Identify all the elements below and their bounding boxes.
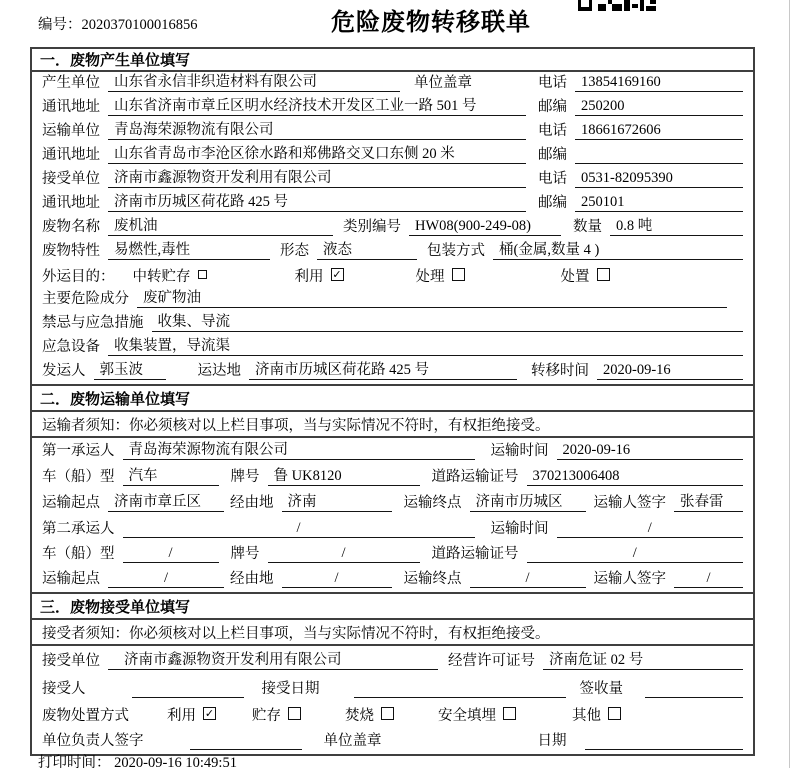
- route-start-value: 济南市章丘区: [108, 490, 224, 512]
- route-via-value: 济南: [282, 490, 392, 512]
- transfer-purpose-label: 外运目的：: [42, 268, 115, 285]
- transporter-phone-value: 18661672606: [575, 122, 743, 140]
- hazard-component-label: 主要危险成分: [42, 291, 129, 307]
- waste-pack-label: 包装方式: [427, 243, 485, 259]
- route-via-label: 经由地: [230, 495, 274, 511]
- disposal-option-other: [572, 704, 621, 725]
- row-acceptor: [32, 674, 753, 702]
- disposal-other-label: 其他: [572, 707, 601, 724]
- receiver-address-value: 济南市历城区荷花路 425 号: [108, 190, 526, 212]
- row-transfer-purpose: [32, 264, 753, 288]
- transport-time-label: 运输时间: [490, 521, 549, 537]
- checkbox-mark: ✓: [332, 268, 342, 281]
- producer-address-value: 山东省济南市章丘区明水经济技术开发区工业一路 501 号: [108, 94, 526, 116]
- receiver-phone-group: [538, 167, 743, 188]
- receiver-notice: [32, 620, 753, 646]
- producer-phone-value: 13854169160: [575, 74, 743, 92]
- producer-phone-group: [538, 71, 743, 92]
- transporter-phone-group: [538, 119, 743, 140]
- receiver-zip-value: 250101: [575, 194, 743, 212]
- row-receiver-unit: [32, 168, 753, 192]
- route-start-label: 运输起点: [42, 495, 100, 511]
- received-qty-label: 签收量: [579, 681, 623, 697]
- row-transporter-unit: [32, 120, 753, 144]
- row-accepting-unit: [32, 646, 753, 674]
- road-permit-label: 道路运输证号: [431, 546, 519, 562]
- disposal-storage-checkbox: [288, 707, 301, 720]
- road-permit-label: 道路运输证号: [431, 469, 519, 485]
- emergency-measures-label: 禁忌与应急措施: [42, 315, 144, 331]
- vehicle-type-label: 车（船）型: [42, 469, 115, 485]
- plate-value-2: /: [268, 545, 420, 563]
- row-waste-name: [32, 216, 753, 240]
- acceptor-value: [132, 681, 244, 698]
- purpose-storage-checkbox: [198, 270, 207, 279]
- license-label: 经营许可证号: [448, 653, 535, 669]
- plate-value: 鲁 UK8120: [268, 464, 420, 486]
- waste-pack-value: 桶(金属,数量 4 ): [493, 238, 743, 260]
- purpose-option-storage: [133, 265, 207, 286]
- purpose-option-dispose: [561, 265, 610, 286]
- waste-qty-value: 0.8 吨: [610, 214, 743, 236]
- unit-seal-label: 单位盖章: [323, 733, 382, 749]
- producer-unit-value: 山东省永信非织造材料有限公司: [108, 70, 400, 92]
- transfer-time-value: 2020-09-16: [597, 362, 743, 380]
- responsible-signature-value: [190, 733, 302, 750]
- accept-date-value: [354, 681, 566, 698]
- first-carrier-value: 青岛海荣源物流有限公司: [123, 438, 475, 460]
- row-first-carrier: [32, 438, 753, 464]
- route-end-label: 运输终点: [403, 495, 462, 511]
- hazard-component-value: 废矿物油: [137, 286, 727, 308]
- zip-label: 邮编: [538, 195, 567, 211]
- transporter-unit-value: 青岛海荣源物流有限公司: [108, 118, 526, 140]
- disposal-method-label: 废物处置方式: [42, 707, 129, 724]
- vehicle-type-value: 汽车: [123, 464, 219, 486]
- route-end-value: 济南市历城区: [470, 490, 586, 512]
- destination-value: 济南市历城区荷花路 425 号: [249, 358, 517, 380]
- unit-seal-label: 单位盖章: [414, 75, 472, 91]
- road-permit-value-2: /: [527, 545, 744, 563]
- transporter-unit-label: 运输单位: [42, 123, 100, 139]
- waste-name-value: 废机油: [108, 214, 333, 236]
- purpose-storage-label: 中转贮存: [132, 268, 191, 285]
- row-vehicle-1: [32, 464, 753, 490]
- row-waste-traits: [32, 240, 753, 264]
- zip-label: 邮编: [538, 99, 567, 115]
- disposal-storage-label: 贮存: [252, 707, 281, 724]
- carrier-signature-value-2: /: [674, 570, 743, 588]
- section-producer-title: 一．废物产生单位填写: [32, 49, 753, 72]
- emergency-measures-value: 收集、导流: [152, 310, 744, 332]
- emergency-equipment-value: 收集装置，导流渠: [108, 334, 743, 356]
- plate-label: 牌号: [230, 469, 260, 485]
- destination-label: 运达地: [197, 363, 241, 379]
- row-hazard-component: [32, 288, 753, 312]
- transporter-address-label: 通讯地址: [42, 147, 100, 163]
- transfer-time-label: 转移时间: [531, 363, 589, 379]
- transporter-notice-text: 你必须核对以上栏目事项，当与实际情况不符时，有权拒绝接受。: [129, 417, 550, 434]
- disposal-option-incinerate: [345, 704, 394, 725]
- second-carrier-value: /: [123, 520, 475, 538]
- accepting-unit-value: 济南市鑫源物资开发利用有限公司: [108, 648, 438, 670]
- waste-traits-label: 废物特性: [42, 243, 100, 259]
- print-time: [38, 751, 237, 768]
- vehicle-type-label: 车（船）型: [42, 546, 115, 562]
- producer-zip-group: [538, 95, 743, 116]
- accept-date-label: 接受日期: [261, 681, 320, 697]
- purpose-utilize-label: 利用: [294, 268, 324, 285]
- purpose-dispose-checkbox: [597, 268, 610, 281]
- route-start-label: 运输起点: [42, 571, 100, 587]
- phone-label: 电话: [538, 75, 567, 91]
- purpose-treat-checkbox: [452, 268, 465, 281]
- route-via-label: 经由地: [230, 571, 274, 587]
- row-transporter-address: [32, 144, 753, 168]
- shipper-label: 发运人: [42, 363, 86, 379]
- purpose-option-treat: [416, 265, 465, 286]
- transporter-notice: [32, 412, 753, 438]
- disposal-option-landfill: [438, 704, 516, 725]
- receiver-notice-label: 接受者须知：: [42, 625, 129, 642]
- scan-page-edge: [789, 0, 790, 768]
- date-label: 日期: [537, 733, 567, 749]
- section-transporter-title: 二．废物运输单位填写: [32, 386, 753, 412]
- phone-label: 电话: [538, 123, 567, 139]
- row-disposal-method: [32, 702, 753, 728]
- producer-address-label: 通讯地址: [42, 99, 100, 115]
- disposal-utilize-checkbox: [203, 707, 216, 720]
- row-shipper: [32, 360, 753, 384]
- row-vehicle-2: [32, 542, 753, 567]
- route-via-value-2: /: [282, 570, 392, 588]
- accepting-unit-label: 接受单位: [42, 653, 100, 669]
- first-carrier-time-value: 2020-09-16: [557, 442, 744, 460]
- disposal-utilize-label: 利用: [167, 707, 196, 724]
- section-transporter: [32, 384, 753, 592]
- producer-unit-label: 产生单位: [42, 75, 100, 91]
- section-receiver: [32, 592, 753, 754]
- waste-code-label: 类别编号: [343, 219, 401, 235]
- carrier-signature-value: 张春雷: [674, 490, 743, 512]
- receiver-unit-label: 接受单位: [42, 171, 100, 187]
- receiver-notice-text: 你必须核对以上栏目事项，当与实际情况不符时，有权拒绝接受。: [129, 625, 550, 642]
- receiver-unit-value: 济南市鑫源物资开发利用有限公司: [108, 166, 526, 188]
- waste-qty-label: 数量: [573, 219, 602, 235]
- transporter-zip-value: [575, 147, 743, 164]
- shipper-value: 郭玉波: [94, 358, 166, 380]
- transporter-zip-group: [538, 143, 743, 164]
- waste-form-label: 形态: [280, 243, 309, 259]
- page-title: 危险废物转移联单: [331, 9, 531, 36]
- print-time-label: 打印时间：: [38, 755, 111, 768]
- row-emergency-equipment: [32, 336, 753, 360]
- print-time-value: 2020-09-16 10:49:51: [114, 755, 237, 768]
- transport-time-label: 运输时间: [490, 443, 549, 459]
- serial-label: 编号：: [38, 17, 82, 33]
- disposal-option-utilize: [167, 704, 216, 725]
- plate-label: 牌号: [230, 546, 260, 562]
- disposal-landfill-label: 安全填埋: [438, 707, 496, 724]
- route-start-value-2: /: [108, 570, 224, 588]
- purpose-utilize-checkbox: [331, 268, 344, 281]
- carrier-signature-label: 运输人签字: [593, 571, 666, 587]
- row-emergency-measures: [32, 312, 753, 336]
- waste-traits-value: 易燃性,毒性: [108, 238, 270, 260]
- section-receiver-title: 三．废物接受单位填写: [32, 594, 753, 620]
- manifest-form: [30, 47, 755, 756]
- row-route-2: [32, 567, 753, 592]
- receiver-phone-value: 0531-82095390: [575, 170, 743, 188]
- row-producer-unit: [32, 72, 753, 96]
- disposal-incinerate-checkbox: [381, 707, 394, 720]
- purpose-dispose-label: 处置: [560, 268, 590, 285]
- row-second-carrier: [32, 516, 753, 542]
- vehicle-type-value-2: /: [123, 545, 219, 563]
- qr-code-fragment-icon: [578, 0, 658, 11]
- zip-label: 邮编: [538, 147, 567, 163]
- receiver-zip-group: [538, 191, 743, 212]
- route-end-value-2: /: [470, 570, 586, 588]
- serial-value: 2020370100016856: [81, 17, 198, 33]
- checkbox-mark: ✓: [204, 707, 215, 720]
- transporter-notice-label: 运输者须知：: [42, 417, 129, 434]
- route-end-label: 运输终点: [403, 571, 462, 587]
- section-producer: [32, 49, 753, 384]
- phone-label: 电话: [538, 171, 567, 187]
- disposal-incinerate-label: 焚烧: [345, 707, 374, 724]
- transporter-address-value: 山东省青岛市李沧区徐水路和郑佛路交叉口东侧 20 米: [108, 142, 526, 164]
- acceptor-label: 接受人: [42, 681, 86, 697]
- road-permit-value: 370213006408: [527, 468, 744, 486]
- second-carrier-label: 第二承运人: [42, 521, 115, 537]
- carrier-signature-label: 运输人签字: [593, 495, 666, 511]
- purpose-treat-label: 处理: [415, 268, 445, 285]
- row-producer-address: [32, 96, 753, 120]
- receiver-address-label: 通讯地址: [42, 195, 100, 211]
- disposal-option-storage: [252, 704, 301, 725]
- disposal-other-checkbox: [608, 707, 621, 720]
- date-value: [585, 733, 744, 750]
- emergency-equipment-label: 应急设备: [42, 339, 100, 355]
- received-qty-value: [645, 681, 743, 698]
- second-carrier-time-value: /: [557, 520, 744, 538]
- waste-name-label: 废物名称: [42, 219, 100, 235]
- first-carrier-label: 第一承运人: [42, 443, 115, 459]
- responsible-signature-label: 单位负责人签字: [42, 733, 144, 749]
- waste-form-value: 液态: [317, 238, 417, 260]
- row-receiver-address: [32, 192, 753, 216]
- license-value: 济南危证 02 号: [543, 648, 743, 670]
- producer-zip-value: 250200: [575, 98, 743, 116]
- row-route-1: [32, 490, 753, 516]
- waste-code-value: HW08(900-249-08): [409, 218, 561, 236]
- purpose-option-utilize: [295, 265, 344, 286]
- disposal-landfill-checkbox: [503, 707, 516, 720]
